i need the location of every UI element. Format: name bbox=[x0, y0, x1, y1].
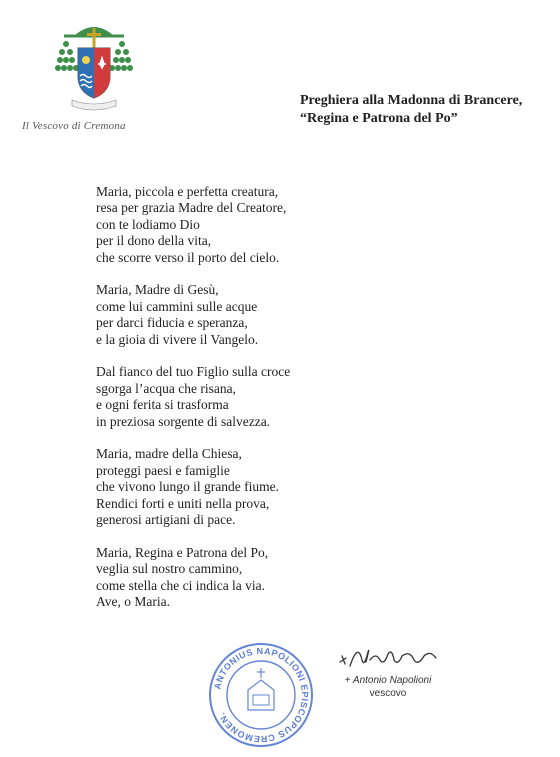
title-line-1: Preghiera alla Madonna di Brancere, bbox=[300, 93, 523, 108]
document-title bbox=[300, 92, 522, 128]
signer-role: vescovo bbox=[369, 688, 407, 699]
poem-line: come lui cammini sulle acque bbox=[96, 298, 258, 314]
poem-line: sgorga l’acqua che risana, bbox=[96, 380, 236, 396]
poem-line: resa per grazia Madre del Creatore, bbox=[96, 200, 287, 216]
poem-line: come stella che ci indica la via. bbox=[96, 577, 266, 593]
title-line-2: “Regina e Patrona del Po” bbox=[300, 111, 458, 126]
poem-line: che scorre verso il porto del cielo. bbox=[96, 249, 280, 265]
stanza bbox=[96, 446, 290, 528]
signer-block bbox=[333, 674, 443, 700]
handwritten-signature bbox=[336, 640, 446, 674]
poem-line: Maria, Regina e Patrona del Po, bbox=[96, 544, 269, 560]
stanza bbox=[96, 364, 290, 430]
poem-line: Maria, Madre di Gesù, bbox=[96, 282, 219, 298]
prayer-text bbox=[96, 184, 290, 627]
stanza bbox=[96, 282, 290, 348]
poem-line: che vivono lungo il grande fiume. bbox=[96, 479, 279, 495]
poem-line: Maria, madre della Chiesa, bbox=[96, 446, 242, 462]
poem-line: con te lodiamo Dio bbox=[96, 216, 200, 232]
poem-line: Ave, o Maria. bbox=[96, 594, 170, 610]
episcopal-seal-stamp bbox=[206, 640, 316, 750]
poem-line: Dal fianco del tuo Figlio sulla croce bbox=[96, 364, 291, 380]
stanza bbox=[96, 545, 290, 611]
signer-name: + Antonio Napolioni bbox=[344, 675, 432, 686]
poem-line: Maria, piccola e perfetta creatura, bbox=[96, 184, 279, 199]
poem-line: e la gioia di vivere il Vangelo. bbox=[96, 331, 259, 347]
poem-line: Rendici forti e uniti nella prova, bbox=[96, 495, 270, 511]
stanza bbox=[96, 184, 290, 266]
poem-line: veglia sul nostro cammino, bbox=[96, 561, 243, 577]
poem-line: per darci fiducia e speranza, bbox=[96, 315, 248, 331]
poem-line: generosi artigiani di pace. bbox=[96, 512, 236, 528]
poem-line: in preziosa sorgente di salvezza. bbox=[96, 413, 271, 429]
poem-line: per il dono della vita, bbox=[96, 233, 212, 249]
bishop-coat-of-arms-icon bbox=[52, 14, 136, 114]
letterhead-caption: Il Vescovo di Cremona bbox=[22, 120, 126, 132]
seal-text: ANTONIUS NAPOLIONI EPISCOPUS CREMONEN. bbox=[212, 645, 311, 745]
poem-line: e ogni ferita si trasforma bbox=[96, 397, 229, 413]
poem-line: proteggi paesi e famiglie bbox=[96, 462, 230, 478]
